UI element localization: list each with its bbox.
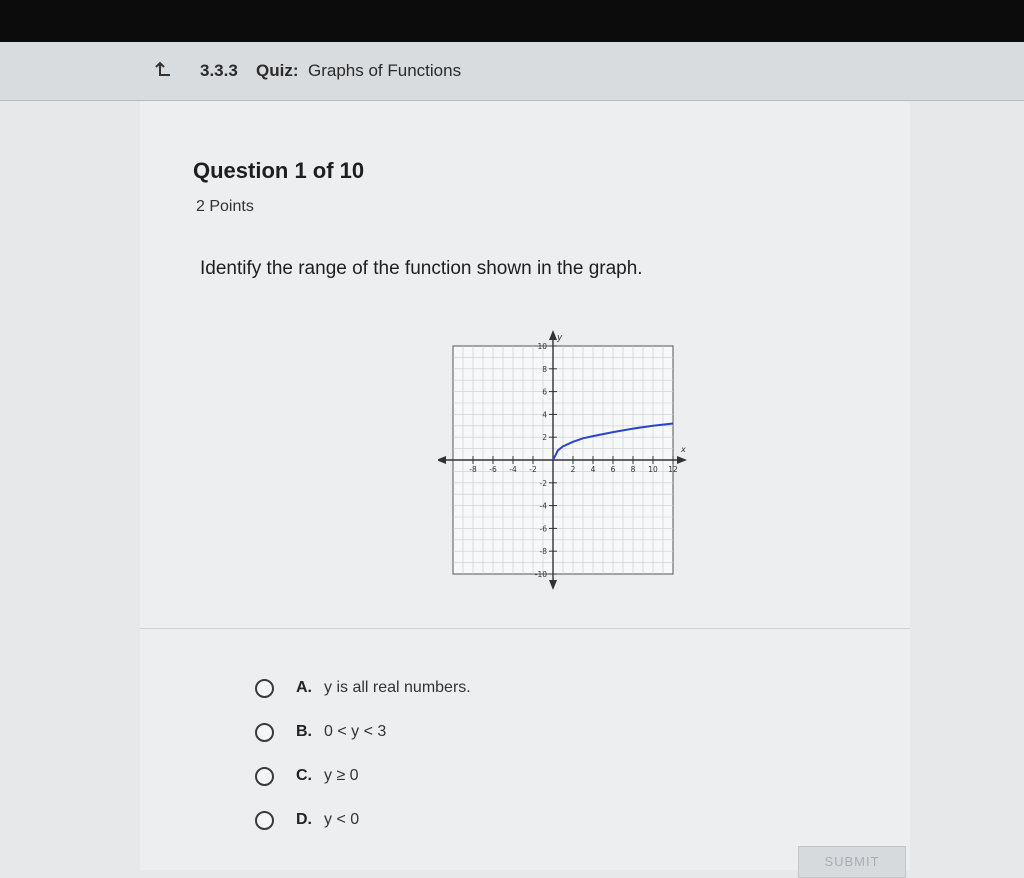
choice-d-text: y < 0: [324, 811, 360, 828]
question-points: 2 Points: [196, 198, 254, 215]
radio-d[interactable]: [255, 811, 274, 830]
choice-b-letter: B.: [296, 723, 312, 740]
quiz-header: [0, 42, 1024, 101]
y-tick-label: -10: [534, 570, 547, 579]
x-tick-label: 12: [668, 465, 678, 474]
x-tick-label: 4: [590, 465, 596, 474]
submit-button[interactable]: SUBMIT: [798, 846, 906, 878]
x-tick-label: -2: [529, 465, 537, 474]
radio-a[interactable]: [255, 679, 274, 698]
x-tick-label: -4: [509, 465, 517, 474]
y-tick-label: 4: [542, 410, 547, 420]
y-tick-label: 10: [537, 342, 547, 351]
y-tick-label: 2: [542, 433, 547, 443]
x-axis-label: x: [681, 445, 686, 454]
header-lesson-code: 3.3.3: [200, 61, 238, 80]
choice-c[interactable]: [255, 762, 359, 790]
y-tick-label: -8: [539, 547, 547, 557]
x-axis-arrow-right: [677, 456, 687, 464]
radio-b[interactable]: [255, 723, 274, 742]
x-axis-arrow-left: [438, 456, 446, 464]
x-tick-label: 2: [570, 465, 576, 474]
y-tick-label: -2: [539, 478, 547, 488]
choice-d[interactable]: [255, 806, 359, 834]
y-axis-arrow-up: [549, 330, 557, 340]
y-tick-label: -6: [539, 524, 547, 534]
choice-d-letter: D.: [296, 811, 312, 828]
choice-c-text: y ≥ 0: [324, 767, 359, 784]
y-tick-label: 8: [542, 364, 547, 374]
choice-b[interactable]: [255, 718, 386, 746]
x-tick-label: -8: [469, 465, 477, 474]
y-tick-label: -4: [539, 501, 547, 511]
y-tick-label: 6: [542, 387, 547, 397]
x-tick-label: 6: [610, 465, 616, 474]
choice-a-letter: A.: [296, 679, 312, 696]
header-quiz-label: Quiz:: [256, 61, 299, 80]
choice-a[interactable]: [255, 674, 471, 702]
back-arrow-icon[interactable]: [154, 60, 174, 80]
divider: [140, 628, 910, 629]
x-tick-label: 10: [648, 465, 658, 474]
y-axis-arrow-down: [549, 580, 557, 590]
choice-a-text: y is all real numbers.: [324, 679, 471, 696]
top-strip: [0, 0, 1024, 42]
choice-b-text: 0 < y < 3: [324, 723, 387, 740]
choice-c-letter: C.: [296, 767, 312, 784]
function-graph: [438, 330, 688, 590]
x-tick-label: -6: [489, 465, 497, 474]
x-tick-label: 8: [630, 465, 636, 474]
y-axis-label: y: [557, 333, 563, 343]
radio-c[interactable]: [255, 767, 274, 786]
header-title: Graphs of Functions: [308, 61, 462, 80]
question-number: Question 1 of 10: [193, 158, 365, 183]
question-prompt: Identify the range of the function shown in the graph.: [200, 258, 643, 279]
